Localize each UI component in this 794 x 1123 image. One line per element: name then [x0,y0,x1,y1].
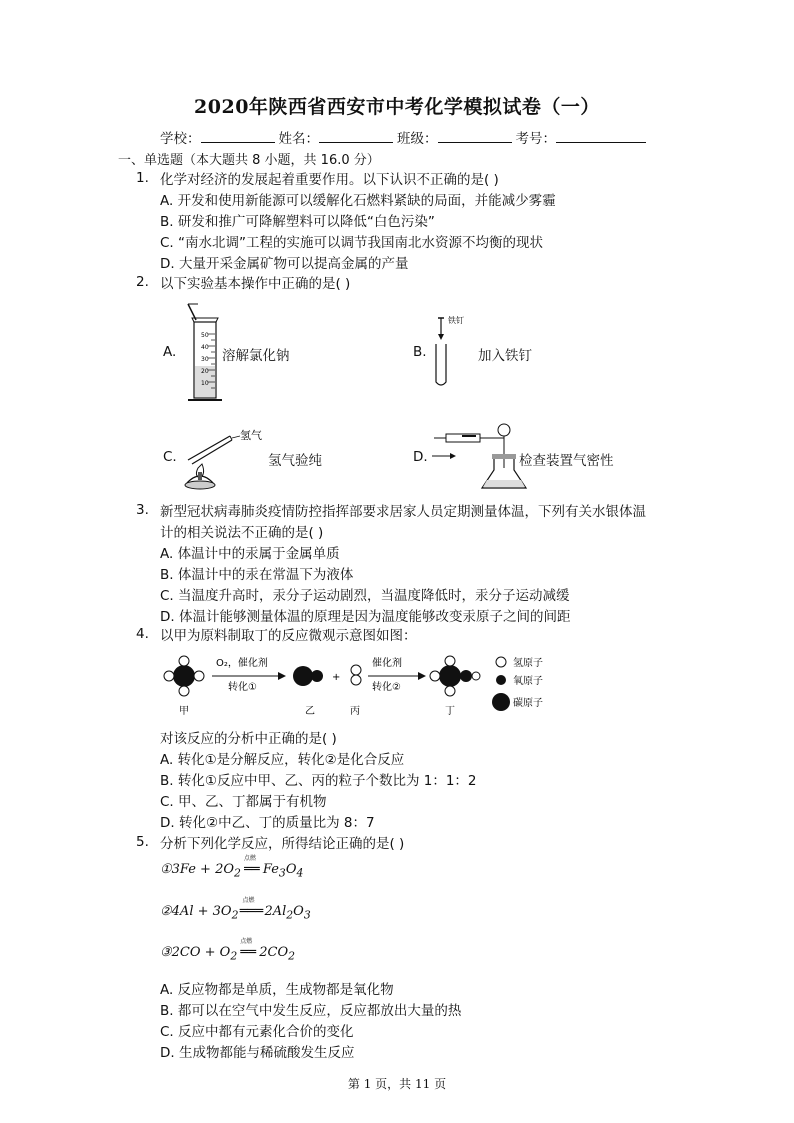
q1-number: 1. [136,170,149,186]
molecule-yi [293,666,323,686]
q4-text: 以甲为原料制取丁的反应微观示意图如图： [160,628,417,644]
name-label: 姓名： [278,131,319,147]
plus-sign: + [332,672,341,683]
q3-option-b: B. 体温计中的汞在常温下为液体 [160,567,354,583]
q4-subquestion: 对该反应的分析中正确的是( ) [160,731,337,747]
label-ding: 丁 [445,706,455,717]
legend-carbon-icon [492,693,510,711]
reaction-arrow: 点燃 ══ [240,938,257,960]
q3-option-a: A. 体温计中的汞属于金属单质 [160,546,340,562]
equation-2: ②4Al + $3O_2$ 点燃 $═══2Al_2O_3$ [160,897,311,922]
q2-d-caption: 检查装置气密性 [519,453,614,469]
arrow1-step: 转化① [228,682,257,693]
molecule-bing [351,665,361,685]
q1-option-d: D. 大量开采金属矿物可以提高金属的产量 [160,256,409,272]
reaction-arrow: 点燃 ══ [243,855,260,877]
graduated-cylinder-image [180,300,225,408]
school-label: 学校： [160,131,201,147]
q3-text-line1: 新型冠状病毒肺炎疫情防控指挥部要求居家人员定期测量体温，下列有关水银体温 [160,504,646,520]
q4-option-c: C. 甲、乙、丁都属于有机物 [160,794,327,810]
q2-c-caption: 氢气验纯 [268,453,322,469]
q5-option-d: D. 生成物都能与稀硫酸发生反应 [160,1045,355,1061]
q2-a-letter: A. [163,344,177,360]
q3-option-d: D. 体温计能够测量体温的原理是因为温度能够改变汞原子之间的间距 [160,609,571,625]
q3-text-line2: 计的相关说法不正确的是( ) [160,525,324,541]
equation-1: ①3Fe + $2O_2$ 点燃 ══ $Fe_3O_4$ [160,855,304,880]
page-footer: 第 1 页，共 11 页 [347,1077,447,1091]
q2-c-letter: C. [163,449,177,465]
q2-number: 2. [136,274,149,290]
legend-carbon: 碳原子 [513,698,543,709]
hydrogen-test-image [180,420,270,492]
name-blank [319,130,393,143]
cylinder-scale-10: 10 [201,380,209,387]
q1-text: 化学对经济的发展起着重要作用。以下认识不正确的是( ) [160,172,499,188]
q4-option-a: A. 转化①是分解反应，转化②是化合反应 [160,752,405,768]
exam-no-blank [556,130,646,143]
legend-hydrogen-icon [496,657,506,667]
equation-3: ③2CO + $O_2$ 点燃 ══ $2CO_2$ [160,938,296,963]
q3-number: 3. [136,502,149,518]
cylinder-scale-40: 40 [201,344,209,351]
cylinder-scale-30: 30 [201,356,209,363]
reaction-micro-diagram [160,648,580,720]
school-blank [201,130,275,143]
q4-option-b: B. 转化①反应中甲、乙、丙的粒子个数比为 1：1：2 [160,773,477,789]
legend-hydrogen: 氢原子 [513,658,543,669]
q5-text: 分析下列化学反应，所得结论正确的是( ) [160,836,405,852]
page-title: 2020年陕西省西安市中考化学模拟试卷（一） [194,96,600,118]
q2-b-letter: B. [413,344,427,360]
exam-no-label: 考号： [515,131,556,147]
q4-number: 4. [136,626,149,642]
reaction-arrow: 点燃 ═══ [239,897,264,919]
q1-option-c: C. “南水北调”工程的实施可以调节我国南北水资源不均衡的现状 [160,235,543,251]
q2-b-caption: 加入铁钉 [478,348,532,364]
q1-option-a: A. 开发和使用新能源可以缓解化石燃料紧缺的局面，并能减少雾霾 [160,193,556,209]
label-jia: 甲 [179,706,189,717]
q2-d-letter: D. [413,449,428,465]
section-heading: 一、单选题（本大题共 8 小题，共 16.0 分） [118,153,380,168]
molecule-jia [164,656,204,696]
q2-text: 以下实验基本操作中正确的是( ) [160,276,351,292]
q4-option-d: D. 转化②中乙、丁的质量比为 8：7 [160,815,375,831]
student-info-line [160,127,650,147]
q5-option-c: C. 反应中都有元素化合价的变化 [160,1024,354,1040]
nail-tag: 铁钉 [448,316,464,325]
q3-option-c: C. 当温度升高时，汞分子运动剧烈，当温度降低时，汞分子运动减缓 [160,588,570,604]
arrow1-reagent: O₂，催化剂 [216,658,268,669]
q5-option-a: A. 反应物都是单质，生成物都是氧化物 [160,982,394,998]
q2-a-caption: 溶解氯化钠 [222,348,290,364]
cylinder-scale-50: 50 [201,332,209,339]
class-blank [438,130,512,143]
legend-oxygen: 氧原子 [513,676,543,687]
airtightness-check-image [432,418,532,493]
q1-option-b: B. 研发和推广可降解塑料可以降低“白色污染” [160,214,435,230]
arrow2-reagent: 催化剂 [372,658,402,669]
legend-oxygen-icon [496,675,506,685]
q5-number: 5. [136,834,149,850]
label-yi: 乙 [305,706,315,717]
cylinder-scale-20: 20 [201,368,209,375]
test-tube-nail-image [430,312,480,392]
molecule-ding [430,656,480,696]
label-bing: 丙 [350,706,360,717]
hydrogen-tag: 氢气 [240,429,262,442]
class-label: 班级： [397,131,438,147]
arrow2-step: 转化② [372,682,401,693]
q5-option-b: B. 都可以在空气中发生反应，反应都放出大量的热 [160,1003,462,1019]
